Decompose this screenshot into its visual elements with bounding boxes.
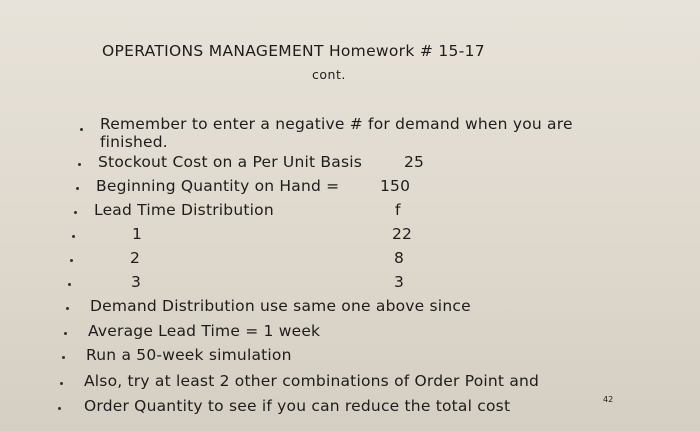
demand-note: Demand Distribution use same one above since [90,297,471,315]
bullet-marker [80,128,83,131]
bullet-marker [70,259,73,262]
stockout-label: Stockout Cost on a Per Unit Basis [98,153,362,171]
lead-time-value-3: 3 [131,273,142,291]
page-subtitle: cont. [312,67,346,82]
lead-time-value-2: 2 [130,249,141,267]
bullet-marker [68,283,71,286]
lead-time-freq-3: 3 [394,273,405,291]
bullet-marker [62,356,65,359]
lead-time-freq-1: 22 [392,225,413,243]
bullet-marker [72,235,75,238]
page-number: 42 [603,395,614,404]
beginning-quantity-label: Beginning Quantity on Hand = [96,177,340,195]
lead-time-label: Lead Time Distribution [94,201,274,219]
simulation-instruction: Run a 50-week simulation [86,346,292,364]
beginning-quantity-value: 150 [380,177,411,195]
lead-time-freq-header: f [395,201,401,219]
reminder-line-1: Remember to enter a negative # for demand when you are [100,115,573,133]
lead-time-value-1: 1 [132,225,143,243]
bullet-marker [66,307,69,310]
stockout-value: 25 [404,153,425,171]
average-lead-time: Average Lead Time = 1 week [88,322,321,340]
page-title: OPERATIONS MANAGEMENT Homework # 15-17 [102,42,485,60]
lead-time-freq-2: 8 [394,249,405,267]
bullet-marker [78,163,81,166]
also-line-1: Also, try at least 2 other combinations of Order Point and [84,372,540,390]
bullet-marker [76,187,79,190]
reminder-line-2: finished. [100,133,168,151]
bullet-marker [58,407,61,410]
bullet-marker [64,332,67,335]
also-line-2: Order Quantity to see if you can reduce the total cost [84,397,511,415]
bullet-marker [74,211,77,214]
bullet-marker [60,382,63,385]
